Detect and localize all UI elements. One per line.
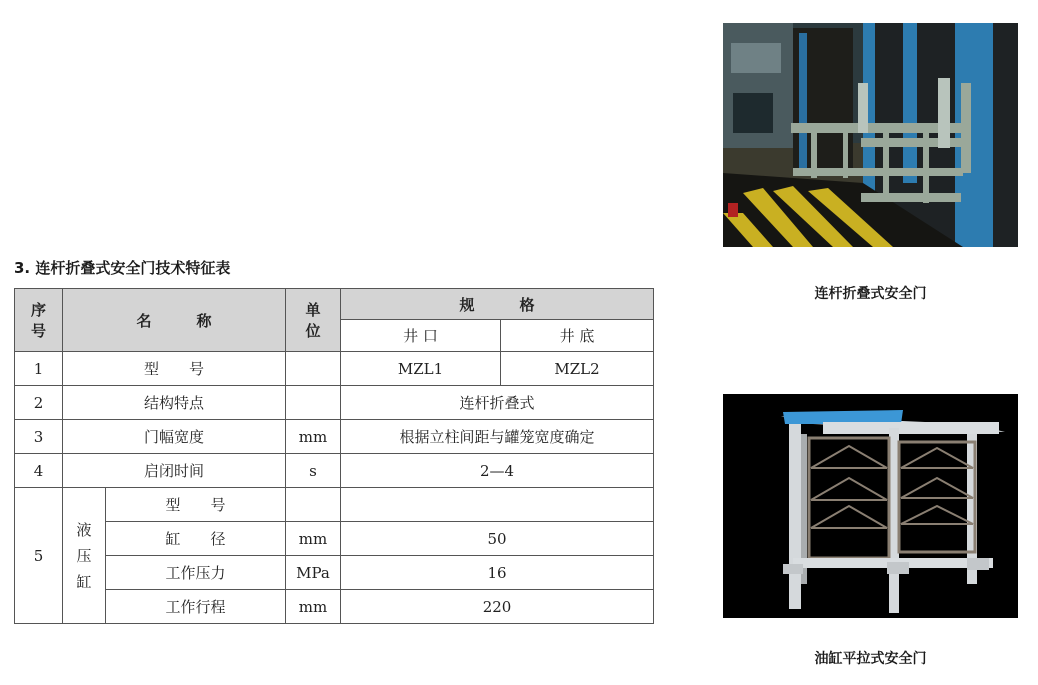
header-seq-bottom: 号 (30, 322, 46, 340)
table-row (15, 590, 654, 624)
row-seq: 1 (15, 352, 63, 386)
row-unit (286, 488, 341, 522)
row-name: 工作行程 (106, 590, 286, 624)
row-value: 连杆折叠式 (341, 386, 654, 420)
row-unit: mm (286, 522, 341, 556)
header-unit (286, 289, 341, 352)
row-name: 门幅宽度 (63, 420, 286, 454)
row-name: 缸 径 (106, 522, 286, 556)
header-unit-bottom: 位 (305, 322, 321, 340)
row-value (341, 488, 654, 522)
header-name: 名 称 (63, 289, 286, 352)
table-row (15, 522, 654, 556)
row-name: 型 号 (106, 488, 286, 522)
group-label-hydraulic-cylinder (63, 488, 106, 624)
row-seq: 5 (15, 488, 63, 624)
header-spec-wellbottom: 井 底 (501, 320, 654, 352)
table-row (15, 556, 654, 590)
row-value: 220 (341, 590, 654, 624)
group-label-char: 压 (76, 546, 92, 565)
table-row (15, 386, 654, 420)
header-seq (15, 289, 63, 352)
section-title: 3. 连杆折叠式安全门技术特征表 (14, 259, 231, 277)
table-row (15, 420, 654, 454)
row-name: 型 号 (63, 352, 286, 386)
row-value: 16 (341, 556, 654, 590)
header-unit-top: 单 (305, 301, 321, 319)
row-unit: mm (286, 590, 341, 624)
row-value: 根据立柱间距与罐笼宽度确定 (341, 420, 654, 454)
row-value: 50 (341, 522, 654, 556)
folding-gate-caption: 连杆折叠式安全门 (814, 286, 927, 302)
row-unit (286, 386, 341, 420)
row-value: 2—4 (341, 454, 654, 488)
row-unit: mm (286, 420, 341, 454)
spec-table (14, 288, 654, 624)
row-name: 启闭时间 (63, 454, 286, 488)
table-row (15, 454, 654, 488)
row-seq: 4 (15, 454, 63, 488)
header-spec: 规 格 (341, 289, 654, 320)
header-seq-top: 序 (30, 301, 46, 319)
folding-gate-photo (723, 23, 1018, 247)
sliding-gate-photo (723, 394, 1018, 618)
sliding-gate-caption: 油缸平拉式安全门 (814, 651, 927, 667)
row-name: 结构特点 (63, 386, 286, 420)
group-label-char: 液 (76, 520, 92, 539)
row-unit: MPa (286, 556, 341, 590)
table-row (15, 352, 654, 386)
row-seq: 2 (15, 386, 63, 420)
row-value-wellbottom: MZL2 (501, 352, 654, 386)
table-row (15, 488, 654, 522)
row-unit: s (286, 454, 341, 488)
header-spec-wellhead: 井 口 (341, 320, 501, 352)
row-value-wellhead: MZL1 (341, 352, 501, 386)
group-label-char: 缸 (76, 572, 92, 591)
row-unit (286, 352, 341, 386)
row-name: 工作压力 (106, 556, 286, 590)
row-seq: 3 (15, 420, 63, 454)
